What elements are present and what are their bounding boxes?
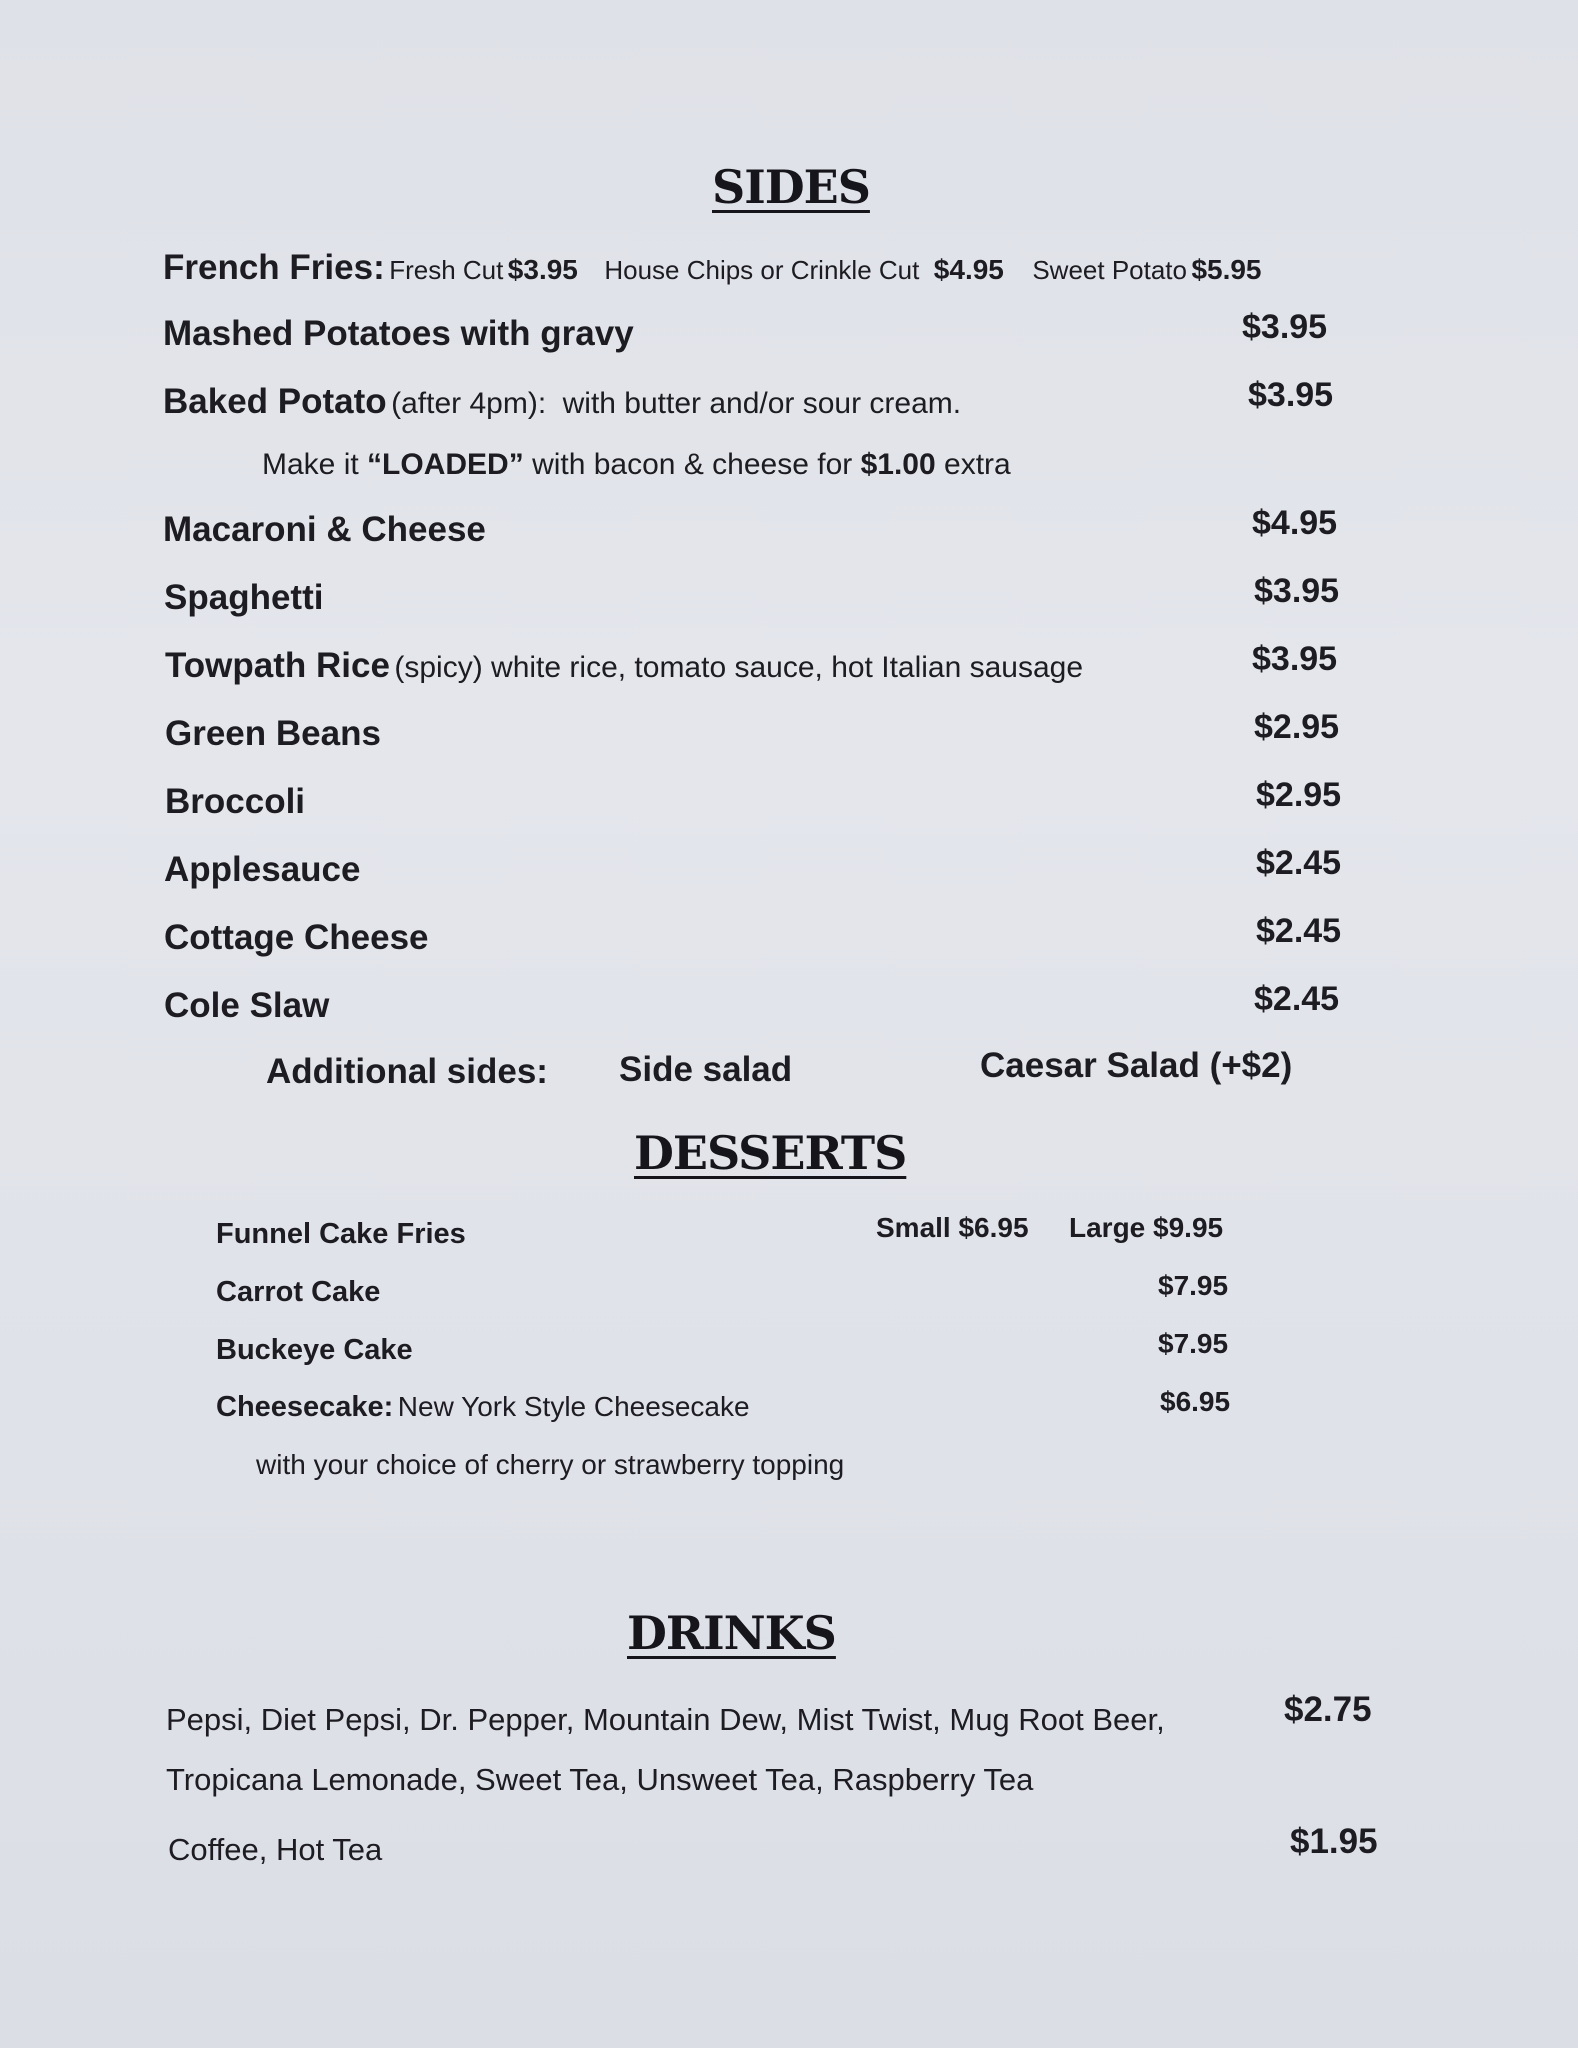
sides-heading: SIDES bbox=[712, 160, 870, 214]
menu-item-broccoli bbox=[165, 782, 305, 822]
item-description: New York Style Cheesecake bbox=[397, 1391, 750, 1422]
item-name: Carrot Cake bbox=[216, 1276, 381, 1308]
drinks-line: Tropicana Lemonade, Sweet Tea, Unsweet Tea, Raspberry Tea bbox=[166, 1762, 1034, 1797]
menu-item-funnel-cake-fries bbox=[216, 1218, 466, 1251]
drinks-price: $1.95 bbox=[1290, 1822, 1378, 1861]
item-price: $3.95 bbox=[1248, 376, 1334, 414]
item-price: $2.95 bbox=[1254, 708, 1340, 746]
item-price: $6.95 bbox=[1160, 1386, 1231, 1417]
additional-side-option: Side salad bbox=[619, 1050, 793, 1089]
item-price: $7.95 bbox=[1158, 1270, 1229, 1301]
menu-item-buckeye-cake bbox=[216, 1334, 413, 1367]
item-name: Applesauce bbox=[164, 850, 361, 889]
item-price: $2.45 bbox=[1256, 844, 1342, 882]
item-price: $2.45 bbox=[1254, 980, 1340, 1018]
item-name: Cole Slaw bbox=[164, 986, 330, 1025]
menu-item-applesauce bbox=[164, 850, 360, 890]
item-name: Green Beans bbox=[165, 714, 381, 753]
item-price: $3.95 bbox=[1252, 640, 1338, 678]
cheesecake-topping-note: with your choice of cherry or strawberry topping bbox=[256, 1449, 845, 1480]
menu-item-towpath-rice bbox=[165, 646, 1083, 686]
drinks-price: $2.75 bbox=[1284, 1690, 1372, 1729]
option-price: $5.95 bbox=[1191, 254, 1262, 285]
item-price: $2.95 bbox=[1256, 776, 1342, 814]
baked-potato-loaded-option bbox=[262, 448, 1011, 482]
option-label: Fresh Cut bbox=[389, 255, 504, 285]
item-description: with butter and/or sour cream. bbox=[562, 387, 962, 420]
option-label: House Chips or Crinkle Cut bbox=[604, 255, 920, 285]
item-name: Mashed Potatoes with gravy bbox=[163, 314, 634, 353]
option-price: $4.95 bbox=[933, 254, 1004, 285]
menu-item-cole-slaw bbox=[164, 986, 329, 1026]
loaded-text: with bacon & cheese for bbox=[532, 448, 853, 481]
item-name: Cottage Cheese bbox=[164, 918, 429, 957]
menu-item-green-beans bbox=[165, 714, 381, 754]
menu-item-cheesecake bbox=[216, 1391, 750, 1424]
item-price: $4.95 bbox=[1252, 504, 1338, 542]
menu-item-french-fries bbox=[163, 248, 1262, 288]
drinks-line: Pepsi, Diet Pepsi, Dr. Pepper, Mountain Dew, Mist Twist, Mug Root Beer, bbox=[166, 1702, 1165, 1737]
item-name: Broccoli bbox=[165, 782, 306, 821]
item-name: Macaroni & Cheese bbox=[163, 510, 486, 549]
item-name: Funnel Cake Fries bbox=[216, 1218, 466, 1250]
item-name: Towpath Rice bbox=[165, 646, 390, 685]
drinks-heading: DRINKS bbox=[627, 1606, 836, 1660]
drinks-line: Coffee, Hot Tea bbox=[168, 1832, 383, 1867]
loaded-price: $1.00 bbox=[860, 448, 936, 481]
item-note: (after 4pm): bbox=[391, 387, 547, 420]
additional-side-option: Caesar Salad (+$2) bbox=[980, 1046, 1293, 1085]
additional-sides-label: Additional sides: bbox=[266, 1052, 548, 1091]
item-price: $3.95 bbox=[1242, 308, 1328, 346]
item-price-large: Large $9.95 bbox=[1069, 1212, 1224, 1243]
item-price-small: Small $6.95 bbox=[876, 1212, 1029, 1243]
option-price: $3.95 bbox=[507, 254, 578, 285]
menu-item-mashed-potatoes bbox=[163, 314, 634, 354]
desserts-heading: DESSERTS bbox=[634, 1126, 907, 1180]
item-price: $7.95 bbox=[1158, 1328, 1229, 1359]
option-label: Sweet Potato bbox=[1032, 255, 1187, 285]
item-name: Cheesecake: bbox=[216, 1391, 394, 1423]
menu-item-baked-potato bbox=[163, 382, 961, 422]
item-name: Baked Potato bbox=[163, 382, 387, 421]
item-name: Spaghetti bbox=[164, 578, 324, 617]
item-name: Buckeye Cake bbox=[216, 1334, 413, 1366]
menu-item-macaroni-cheese bbox=[163, 510, 486, 550]
loaded-text: extra bbox=[944, 448, 1011, 481]
item-price: $3.95 bbox=[1254, 572, 1340, 610]
item-name: French Fries: bbox=[163, 248, 385, 287]
loaded-text: Make it bbox=[262, 448, 359, 481]
item-price: $2.45 bbox=[1256, 912, 1342, 950]
menu-item-carrot-cake bbox=[216, 1276, 380, 1309]
loaded-word: “LOADED” bbox=[367, 448, 524, 481]
menu-item-spaghetti bbox=[164, 578, 323, 618]
item-description: (spicy) white rice, tomato sauce, hot Italian sausage bbox=[394, 651, 1084, 684]
menu-item-cottage-cheese bbox=[164, 918, 429, 958]
